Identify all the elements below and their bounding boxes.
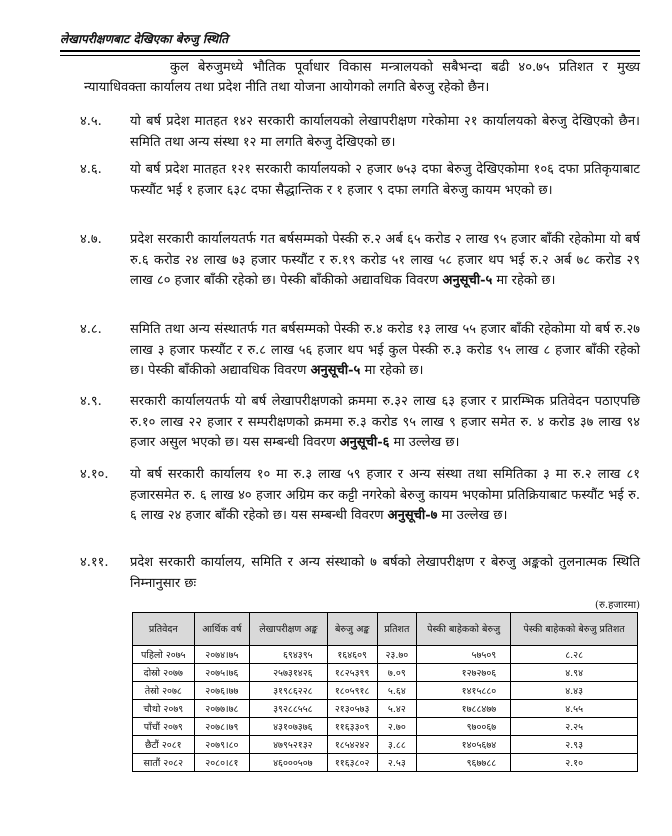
table-cell: ४.९४ [511,664,638,682]
table-cell: २०७८।७९ [194,718,250,736]
table-cell: ४३१०७३७६ [250,718,327,736]
paragraph-4-7 [60,230,640,292]
table-cell: चौथो २०७९ [133,700,195,718]
paragraph-tail: मा रहेको छ। [360,363,424,378]
paragraph-4-6 [60,160,640,201]
table-cell: ८.२८ [511,646,638,664]
table-cell: ९७००६७ [416,718,510,736]
table-cell: २०७५।७६ [194,664,250,682]
paragraph-4-10 [60,465,640,527]
paragraph-text [130,392,640,454]
table-cell: १८२५३९९ [327,664,377,682]
column-header: पेस्की बाहेकको बेरुजु प्रतिशत [511,613,638,646]
column-header: प्रतिशत [377,613,416,646]
table-row [133,754,638,772]
paragraph-number: ४.६. [80,162,102,177]
table-row [133,700,638,718]
table-cell: दोस्रो २०७७ [133,664,195,682]
annex-reference: अनुसूची-६ [339,435,390,450]
table-cell: १६४६०९ [327,646,377,664]
table-cell: ३९२८८५५८ [250,700,327,718]
table-cell: छैटौं २०८१ [133,736,195,754]
table-cell: २.९३ [511,736,638,754]
table-cell: ७.०९ [377,664,416,682]
table-row [133,718,638,736]
paragraph-tail: मा रहेको छ। [492,273,556,288]
paragraph-text [130,465,640,527]
column-header: आर्थिक वर्ष [194,613,250,646]
paragraph-number: ४.१०. [80,467,109,482]
annex-reference: अनुसूची-७ [387,508,438,523]
annex-reference: अनुसूची-५ [442,273,493,288]
column-header: प्रतिवेदन [133,613,195,646]
paragraph-number: ४.८. [80,322,102,337]
paragraph-text: यो बर्ष प्रदेश मातहत १४२ सरकारी कार्यालयको लेखापरीक्षण गरेकोमा २१ कार्यालयको बेरुजु देखिएको छैन। समिति तथा अन्य संस्था १२ मा लगति बेरुजु देखिएको छ। [130,114,640,150]
audit-comparison-table [132,612,638,772]
table-cell: २०७४।७५ [194,646,250,664]
column-header: लेखापरीक्षण अङ्क [250,613,327,646]
paragraph-4-8 [60,320,640,382]
table-cell: पाँचौं २०७९ [133,718,195,736]
header-divider [60,50,640,56]
table-cell: ६९४३९५ [250,646,327,664]
table-cell: १८५४२४२ [327,736,377,754]
table-cell: २.१० [511,754,638,772]
table-header-row [133,613,638,646]
table-cell: २०७६।७७ [194,682,250,700]
table-cell: २०७७।७८ [194,700,250,718]
paragraph-tail: मा उल्लेख छ। [389,435,460,450]
table-row [133,664,638,682]
table-row [133,736,638,754]
table-cell: १७८८४७७ [416,700,510,718]
paragraph-4-11 [60,553,640,594]
paragraph-body: सरकारी कार्यालयतर्फ यो बर्ष लेखापरीक्षणको क्रममा रु.३२ लाख ६३ हजार र प्रारम्भिक प्रतिवेदन पठाएपछि रु.१० लाख २२ हजार र सम्परीक्षणको क्रममा रु.३ करोड ९५ लाख ९ हजार समेत रु. ४ करोड ३७ लाख ९४ हजार असुल भएको छ। यस सम्बन्धी विवरण [130,394,640,450]
paragraph-text [130,230,640,292]
table-cell: २३.७० [377,646,416,664]
table-cell: ११६३८०२ [327,754,377,772]
table-cell: ४७९५२१३२ [250,736,327,754]
intro-paragraph: कुल बेरुजुमध्ये भौतिक पूर्वाधार विकास मन्त्रालयको सबैभन्दा बढी ४०.७५ प्रतिशत र मुख्य न्यायाधिवक्ता कार्यालय तथा प्रदेश नीति तथा योजना आयोगको लगति बेरुजु रहेको छैन। [84,60,640,95]
table-cell: २५७३१४२६ [250,664,327,682]
table-cell: २.२५ [511,718,638,736]
table-cell: २.७० [377,718,416,736]
paragraph-body: यो बर्ष सरकारी कार्यालय १० मा रु.३ लाख ५९ हजार र अन्य संस्था तथा समितिका ३ मा रु.२ लाख ८१ हजारसमेत रु. ६ लाख ४० हजार अग्रिम कर कट्टी नगरेको बेरुजु कायम भएकोमा प्रतिक्रियाबाट फस्यौंट भई रु. ६ लाख २४ हजार बाँकी रहेको छ। यस सम्बन्धी विवरण [130,467,640,523]
paragraph-number: ४.७. [80,232,102,247]
table-cell: २०७९।८० [194,736,250,754]
table-cell: १४१५८८० [416,682,510,700]
table-cell: २१३०५७३ [327,700,377,718]
paragraph-4-5 [60,112,640,153]
table-cell: १२७२७०६ [416,664,510,682]
table-cell: ३१९८६२२८ [250,682,327,700]
paragraph-body: समिति तथा अन्य संस्थातर्फ गत बर्षसम्मको पेस्की रु.४ करोड १३ लाख ५५ हजार बाँकी रहेकोमा यो बर्ष रु.२७ लाख ३ हजार फस्यौंट र रु.८ लाख ५६ हजार थप भई कुल पेस्की रु.३ करोड ९५ लाख ८ हजार बाँकी रहेको छ। पेस्की बाँकीको अद्यावधिक विवरण [130,322,640,378]
table-cell: सातौं २०८२ [133,754,195,772]
table-cell: ५७५०९ [416,646,510,664]
table-cell: तेस्रो २०७८ [133,682,195,700]
table-cell: ४.४३ [511,682,638,700]
table-cell: ३.८८ [377,736,416,754]
column-header: बेरुजु अङ्क [327,613,377,646]
paragraph-text: प्रदेश सरकारी कार्यालय, समिति र अन्य संस्थाको ७ बर्षको लेखापरीक्षण र बेरुजु अङ्कको तुलनात्मक स्थिति निम्नानुसार छः [130,555,640,591]
paragraph-number: ४.५. [80,114,102,129]
table-cell: ४.५५ [511,700,638,718]
table-cell: ५.६४ [377,682,416,700]
paragraph-4-9 [60,392,640,454]
table-cell: २.५३ [377,754,416,772]
table-cell: ९६७७८८ [416,754,510,772]
column-header: पेस्की बाहेकको बेरुजु [416,613,510,646]
table-cell: पहिलो २०७५ [133,646,195,664]
annex-reference: अनुसूची-५ [310,363,361,378]
running-header-title: लेखापरीक्षणबाट देखिएका बेरुजु स्थिति [60,32,229,46]
table-cell: १८०५९१८ [327,682,377,700]
table-cell: ५.४२ [377,700,416,718]
table-cell: २०८०।८१ [194,754,250,772]
paragraph-tail: मा उल्लेख छ। [437,508,508,523]
table-row [133,682,638,700]
table-unit-label: (रु.हजारमा) [595,600,640,611]
paragraph-text [130,320,640,382]
paragraph-number: ४.११. [80,555,109,570]
paragraph-number: ४.९. [80,394,102,409]
table-cell: ११६३३०९ [327,718,377,736]
table-row [133,646,638,664]
paragraph-text: यो बर्ष प्रदेश मातहत १२१ सरकारी कार्यालयको २ हजार ७५३ दफा बेरुजु देखिएकोमा १०६ दफा प्रतिकृयाबाट फस्यौंट भई १ हजार ६३८ दफा सैद्धान्तिक र १ हजार ९ दफा लगति बेरुजु कायम भएको छ। [130,162,640,198]
paragraph-body: प्रदेश सरकारी कार्यालयतर्फ गत बर्षसम्मको पेस्की रु.२ अर्ब ६५ करोड २ लाख ९५ हजार बाँकी रहेकोमा यो बर्ष रु.६ करोड २४ लाख ७३ हजार फस्यौंट र रु.१९ करोड ५१ लाख ५८ हजार थप भई रु.२ अर्ब ७८ करोड २९ लाख ८० हजार बाँकी रहेको छ। पेस्की बाँकीको अद्यावधिक विवरण [130,232,640,288]
table-cell: १४०५६७४ [416,736,510,754]
table-cell: ४६०००५०७ [250,754,327,772]
